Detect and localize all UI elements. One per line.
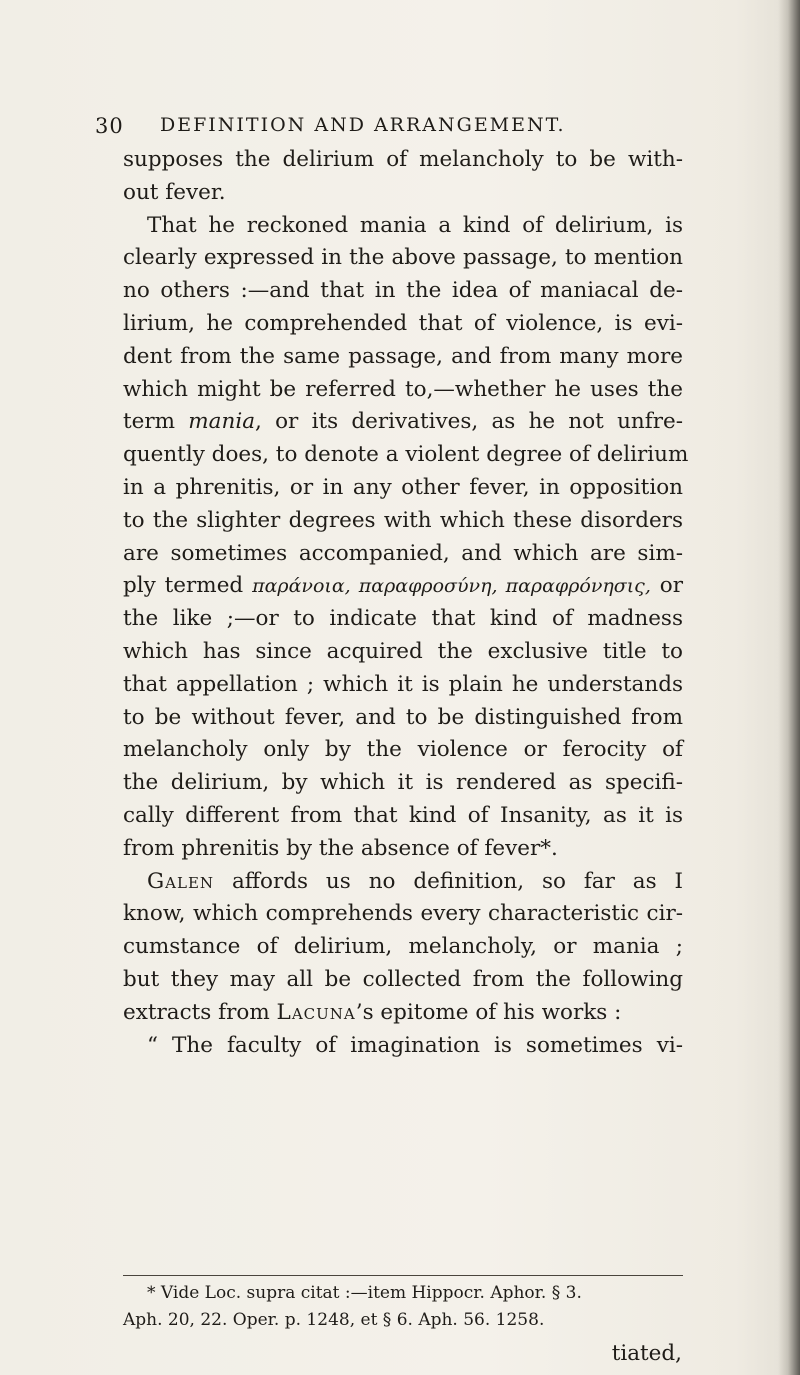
text-line: to be without fever, and to be distinguished from [123,704,683,730]
text-line: are sometimes accompanied, and which are sim- [123,540,683,566]
text-line: the like ;—or to indicate that kind of madness [123,606,683,632]
extracts-from: extracts from [123,999,270,1025]
footnote-rule [123,1275,683,1276]
text-line: cumstance of delirium, melancholy, or mania ; [123,934,683,960]
name-galen: Galen [147,868,215,894]
lacuna-suffix: ’s epitome of his works : [355,999,622,1025]
spine-shadow [778,0,800,1375]
term-suffix: , or its derivatives, as he not unfre- [255,409,683,435]
text-line: to the slighter degrees with which these disorders [123,507,683,533]
text-line: no others :—and that in the idea of maniacal de- [123,278,683,304]
greek-suffix: or [659,573,683,599]
text-line-lacuna [123,997,683,1030]
text-line: That he reckoned mania a kind of delirium, is [147,212,683,238]
page-number: 30 [95,114,124,138]
text-line: from phrenitis by the absence of fever*. [123,835,558,861]
text-line: which might be referred to,—whether he uses the [123,376,683,402]
text-line-with-italic [123,406,683,439]
text-line: cally different from that kind of Insanity, as it is [123,802,683,828]
footnote-line: Aph. 20, 22. Oper. p. 1248, et § 6. Aph. 56. 1258. [123,1310,545,1330]
text-line-galen [123,866,683,899]
text-line: the delirium, by which it is rendered as specifi- [123,770,683,796]
galen-text: affords us no definition, so far as I [231,868,683,894]
catchword: tiated, [611,1341,682,1366]
text-line: “ The faculty of imagination is sometimes vi- [147,1032,683,1058]
text-line: dent from the same passage, and from many more [123,343,683,369]
term-prefix: term [123,409,176,435]
text-line: quently does, to denote a violent degree of delirium [123,442,689,468]
name-lacuna: Lacuna [276,999,356,1025]
text-line: out fever. [123,179,226,205]
text-line: melancholy only by the violence or ferocity of [123,737,683,763]
text-line: supposes the delirium of melancholy to be with- [123,147,683,172]
body-text [123,144,689,1062]
text-ply-termed: ply termed [123,573,244,599]
text-line-greek [123,570,683,603]
running-head: DEFINITION AND ARRANGEMENT. [160,114,566,136]
text-line: in a phrenitis, or in any other fever, in opposition [123,474,683,500]
footnote-line: * Vide Loc. supra citat :—item Hippocr. Aphor. § 3. [147,1283,582,1303]
text-line: clearly expressed in the above passage, to mention [123,245,683,271]
footnotes [123,1280,683,1334]
text-line: which has since acquired the exclusive title to [123,638,683,664]
page-header [95,104,695,144]
italic-term-mania: mania [188,409,256,435]
text-line: know, which comprehends every characteristic cir- [123,901,683,927]
text-line: that appellation ; which it is plain he understands [123,671,683,697]
text-line: lirium, he comprehended that of violence, is evi- [123,310,683,336]
text-line: but they may all be collected from the following [123,966,683,992]
greek-terms: παράνοια, παραφροσύνη, παραφρόνησις, [252,575,651,598]
